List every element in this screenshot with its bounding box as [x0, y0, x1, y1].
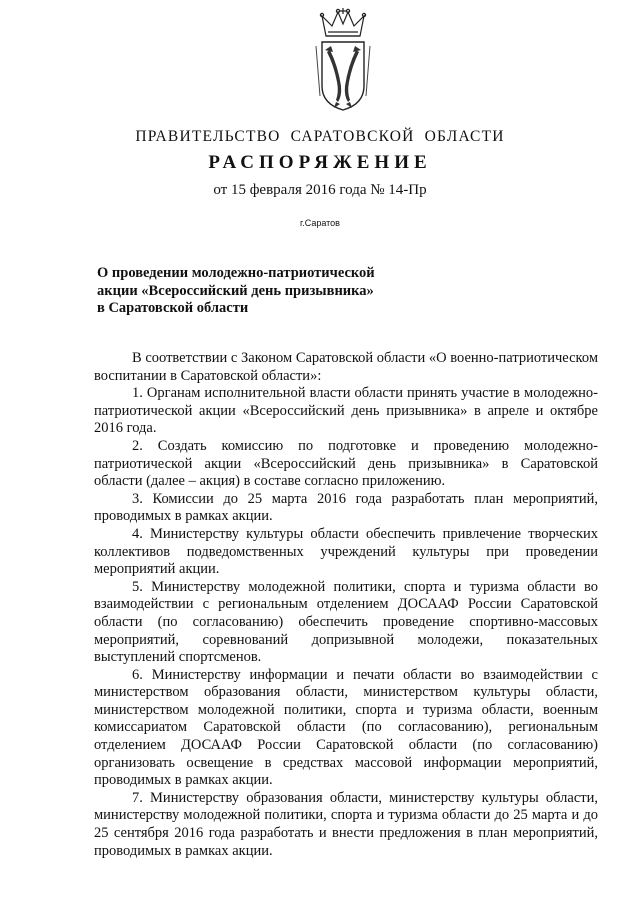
document-date-number: от 15 февраля 2016 года № 14-Пр: [213, 182, 427, 198]
document-subject: [97, 265, 417, 318]
document-body: [94, 350, 598, 860]
body-paragraph-6: 6. Министерству информации и печати области во взаимодействии с министерством образования области, министерством культуры области, министерством молодежной политики, спорта и туризма области, военным комиссариатом Саратовской области (по согласованию), региональным отделением ДОСААФ России Саратовской области (по согласованию) организовать освещение в средствах массовой информации мероприятий, проводимых в рамках акции.: [94, 666, 598, 789]
body-paragraph-4: 4. Министерству культуры области обеспечить привлечение творческих коллективов подведомственных учреждений культуры при проведении мероприятий акции.: [94, 525, 598, 578]
body-paragraph-1: 1. Органам исполнительной власти области принять участие в молодежно-патриотической акции «Всероссийский день призывника» в апреле и октябре 2016 года.: [94, 385, 598, 437]
government-name: ПРАВИТЕЛЬСТВО САРАТОВСКОЙ ОБЛАСТИ: [135, 128, 505, 145]
body-intro-paragraph: В соответствии с Законом Саратовской области «О военно-патриотическом воспитании в Саратовской области»:: [94, 350, 598, 384]
document-type-title: РАСПОРЯЖЕНИЕ: [208, 152, 432, 173]
body-paragraph-2: 2. Создать комиссию по подготовке и проведению молодежно-патриотической акции «Всероссийский день призывника» в Саратовской области (далее – акция) в составе согласно приложению.: [94, 437, 598, 490]
subject-line: акции «Всероссийский день призывника»: [97, 282, 374, 299]
body-paragraph-7: 7. Министерству образования области, министерству культуры области, министерству молодежной политики, спорта и туризма области до 25 марта и до 25 сентября 2016 года разработать и внести предложения в план мероприятий, проводимых в рамках акции.: [94, 789, 598, 859]
body-paragraph-3: 3. Комиссии до 25 марта 2016 года разработать план мероприятий, проводимых в рамках акции.: [94, 490, 598, 525]
subject-line: О проведении молодежно-патриотической: [97, 265, 375, 281]
saratov-coat-of-arms-icon: [308, 6, 378, 114]
document-city: г.Саратов: [300, 218, 340, 228]
body-paragraph-5: 5. Министерству молодежной политики, спорта и туризма области во взаимодействии с региональным отделением ДОСААФ России Саратовской области (по согласованию) обеспечить проведение спортивно-массовых мероприятий, соревнований допризывной молодежи, показательных выступлений спортсменов.: [94, 578, 598, 666]
subject-line: в Саратовской области: [97, 300, 249, 316]
